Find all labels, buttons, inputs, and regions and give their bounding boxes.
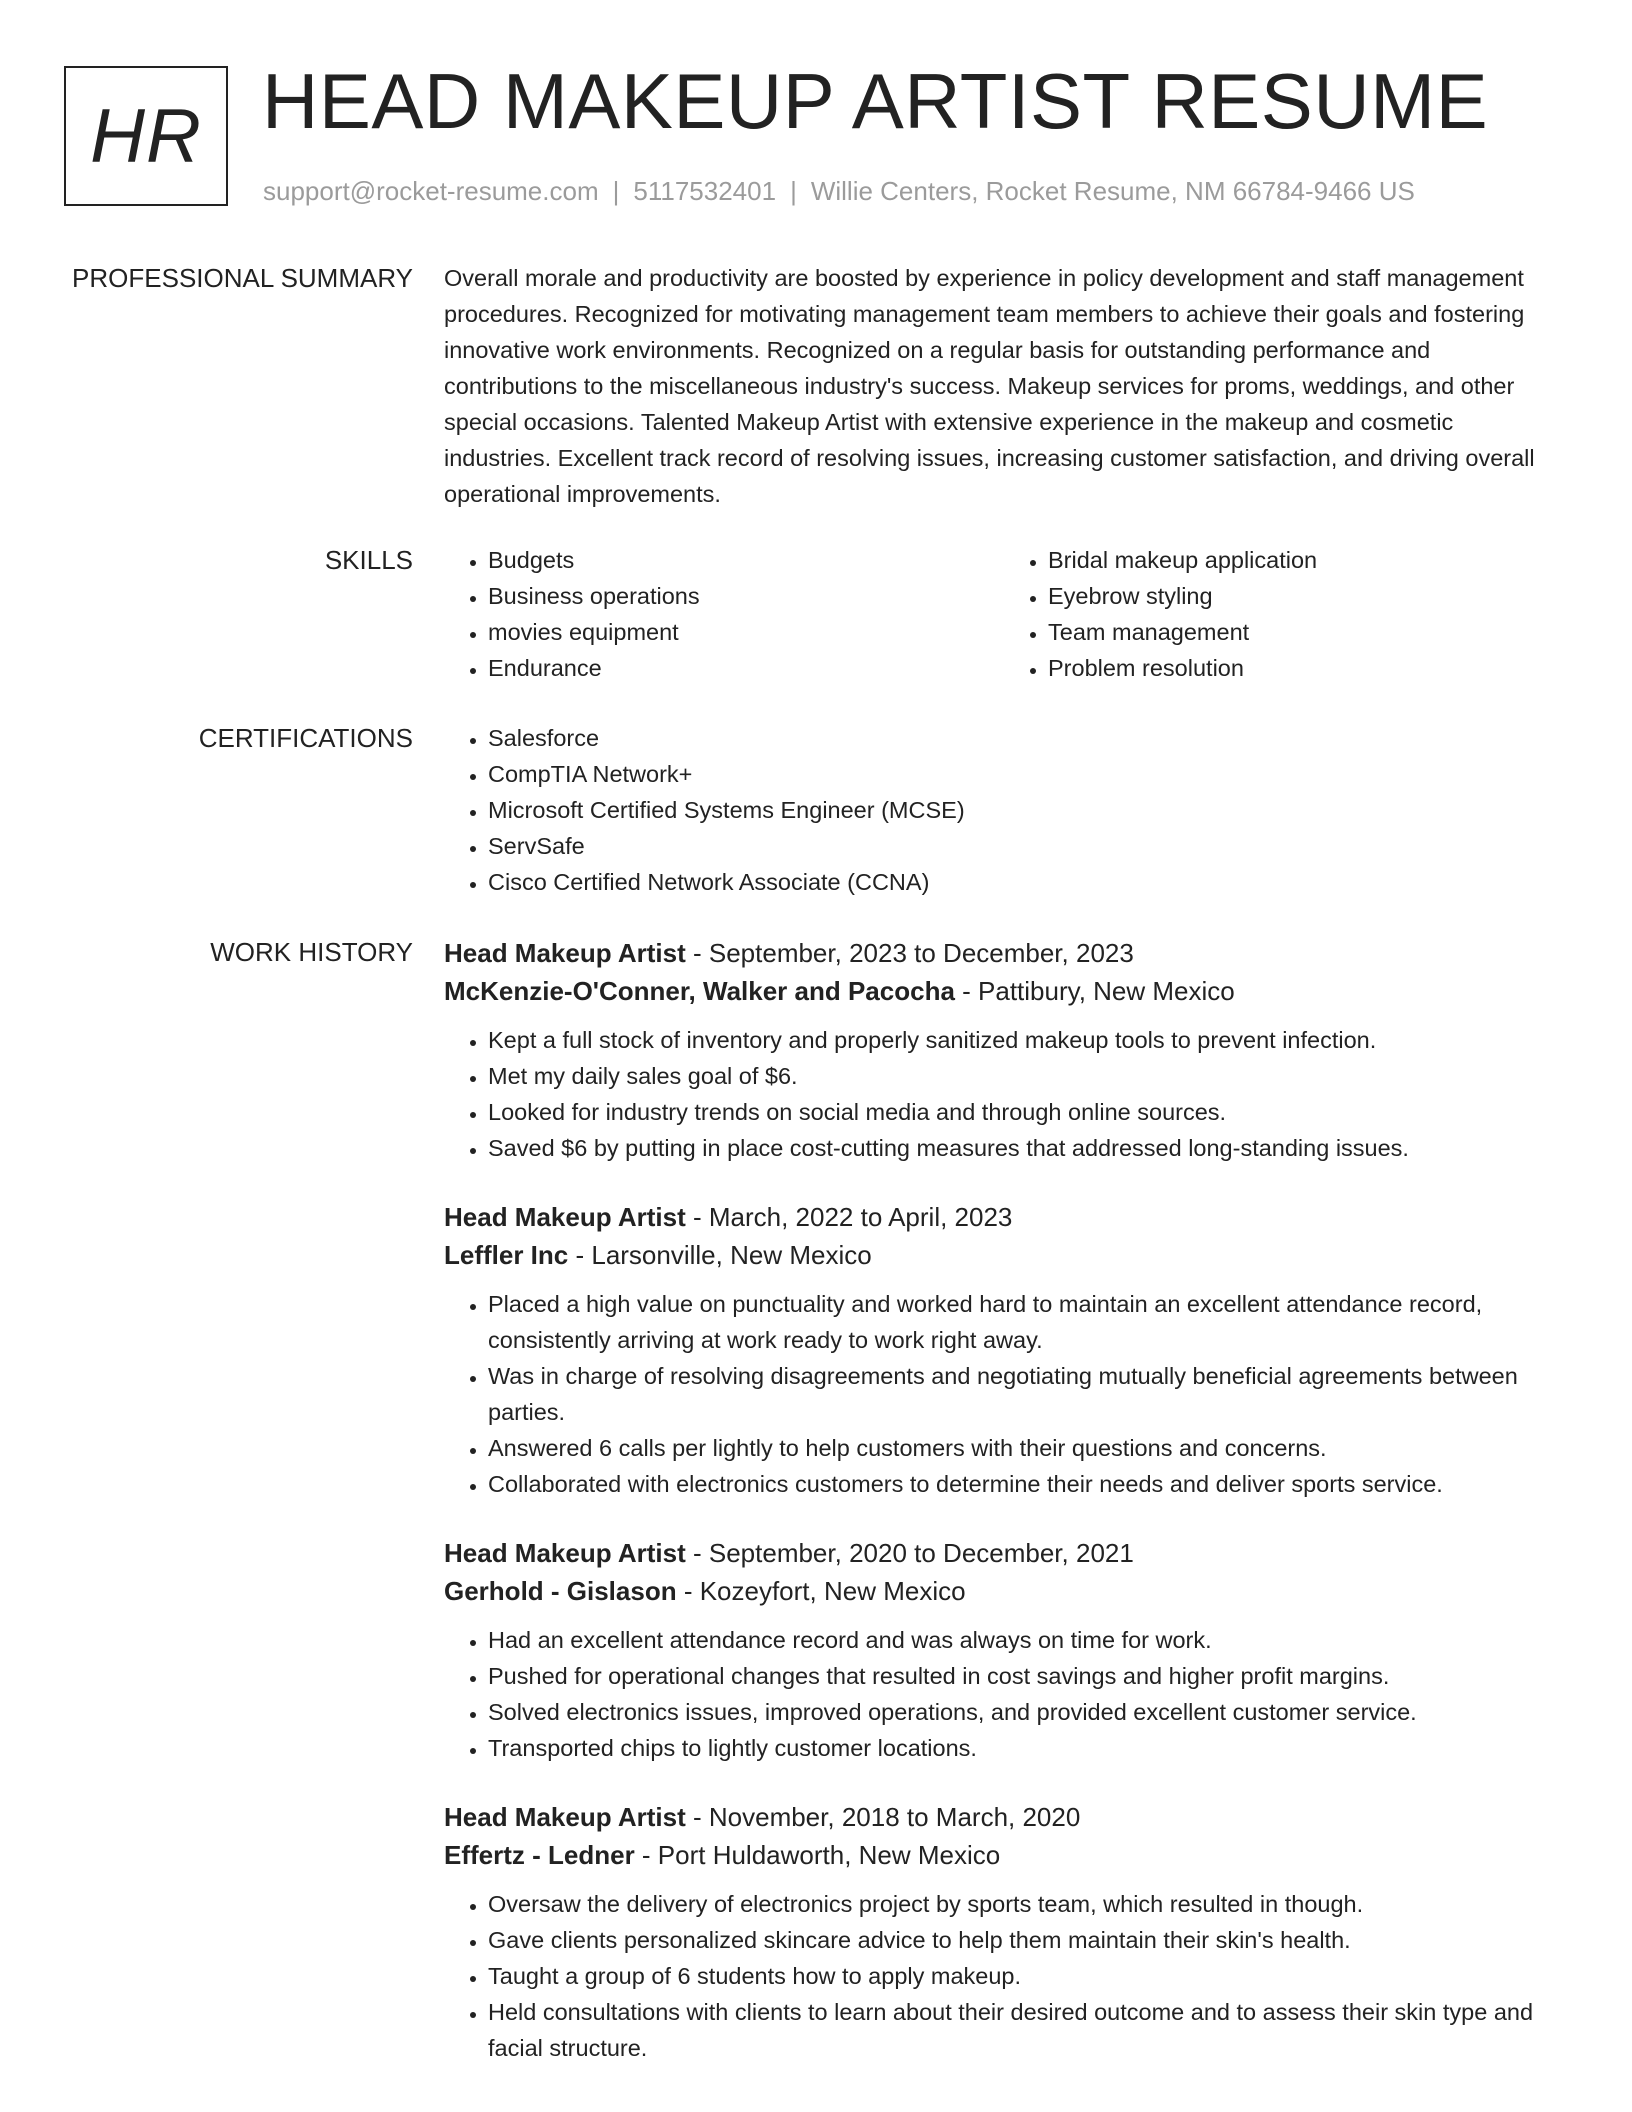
job-bullet: • Transported chips to lightly customer locations. — [488, 1730, 1564, 1766]
job-entry — [444, 1198, 1564, 1502]
contact-separator: | — [612, 176, 620, 206]
job-company: Leffler Inc — [444, 1240, 569, 1270]
certification-item: • Salesforce — [488, 720, 1564, 756]
job-title: Head Makeup Artist — [444, 1538, 686, 1568]
job-dates: - September, 2020 to December, 2021 — [685, 1538, 1134, 1568]
certifications-list — [444, 720, 1564, 900]
page-title: HEAD MAKEUP ARTIST RESUME — [262, 57, 1489, 145]
job-bullet: • Solved electronics issues, improved operations, and provided excellent customer service. — [488, 1694, 1564, 1730]
certification-item: • CompTIA Network+ — [488, 756, 1564, 792]
job-entry — [444, 1534, 1564, 1766]
certification-item: • ServSafe — [488, 828, 1564, 864]
section-label-work-history: WORK HISTORY — [210, 937, 413, 967]
job-bullet: • Oversaw the delivery of electronics project by sports team, which resulted in though. — [488, 1886, 1564, 1922]
job-title: Head Makeup Artist — [444, 1202, 686, 1232]
contact-email: support@rocket-resume.com — [263, 176, 599, 206]
job-dates: - March, 2022 to April, 2023 — [685, 1202, 1013, 1232]
job-location: - Port Huldaworth, New Mexico — [634, 1840, 1001, 1870]
section-label-skills: SKILLS — [324, 545, 413, 575]
summary-text: Overall morale and productivity are boosted by experience in policy development and staff management procedures. Recognized for motivating management team members to achieve their goals and fostering innovative work environments. Recognized on a regular basis for outstanding performance and contributions to the miscellaneous industry's success. Makeup services for proms, weddings, and other special occasions. Talented Makeup Artist with extensive experience in the makeup and cosmetic industries. Excellent track record of resolving issues, increasing customer satisfaction, and driving overall operational improvements. — [444, 265, 1535, 507]
job-location: - Larsonville, New Mexico — [568, 1240, 872, 1270]
job-bullet: • Met my daily sales goal of $6. — [488, 1058, 1564, 1094]
skills-list-right — [1004, 542, 1564, 686]
job-bullet: • Gave clients personalized skincare advice to help them maintain their skin's health. — [488, 1922, 1564, 1958]
job-company: Gerhold - Gislason — [444, 1576, 677, 1606]
section-label-certifications: CERTIFICATIONS — [198, 723, 413, 753]
job-bullet: • Pushed for operational changes that resulted in cost savings and higher profit margins. — [488, 1658, 1564, 1694]
skills-list-left — [444, 542, 1004, 686]
job-location: - Pattibury, New Mexico — [954, 976, 1235, 1006]
job-bullets — [444, 1886, 1564, 2066]
monogram-box — [64, 66, 228, 206]
job-bullet: • Was in charge of resolving disagreements and negotiating mutually beneficial agreements between parties. — [488, 1358, 1564, 1430]
job-bullet: • Looked for industry trends on social media and through online sources. — [488, 1094, 1564, 1130]
contact-phone: 5117532401 — [633, 176, 777, 206]
job-entry — [444, 934, 1564, 1166]
contact-separator: | — [790, 176, 797, 206]
skill-item: • Problem resolution — [1048, 650, 1564, 686]
certification-item: • Cisco Certified Network Associate (CCNA) — [488, 864, 1564, 900]
contact-line — [263, 176, 1415, 207]
skill-item: • movies equipment — [488, 614, 1004, 650]
skill-item: • Endurance — [488, 650, 1004, 686]
job-bullet: • Collaborated with electronics customers to determine their needs and deliver sports service. — [488, 1466, 1564, 1502]
job-title: Head Makeup Artist — [444, 1802, 686, 1832]
section-label-summary: PROFESSIONAL SUMMARY — [72, 263, 413, 293]
job-bullet: • Kept a full stock of inventory and properly sanitized makeup tools to prevent infection. — [488, 1022, 1564, 1058]
skill-item: • Team management — [1048, 614, 1564, 650]
skill-item: • Budgets — [488, 542, 1004, 578]
job-company: Effertz - Ledner — [444, 1840, 635, 1870]
job-bullet: • Placed a high value on punctuality and worked hard to maintain an excellent attendance record, consistently arriving at work ready to work right away. — [488, 1286, 1564, 1358]
job-bullet: • Had an excellent attendance record and was always on time for work. — [488, 1622, 1564, 1658]
skill-item: • Business operations — [488, 578, 1004, 614]
contact-address: Willie Centers, Rocket Resume, NM 66784-9466 US — [810, 176, 1415, 206]
job-company: McKenzie-O'Conner, Walker and Pacocha — [444, 976, 955, 1006]
job-bullet: • Taught a group of 6 students how to apply makeup. — [488, 1958, 1564, 1994]
monogram-initials: HR — [90, 93, 202, 179]
job-bullets — [444, 1622, 1564, 1766]
job-dates: - September, 2023 to December, 2023 — [685, 938, 1134, 968]
certification-item: • Microsoft Certified Systems Engineer (MCSE) — [488, 792, 1564, 828]
job-bullets — [444, 1286, 1564, 1502]
job-entry — [444, 1798, 1564, 2066]
job-bullet: • Saved $6 by putting in place cost-cutting measures that addressed long-standing issues. — [488, 1130, 1564, 1166]
job-bullet: • Answered 6 calls per lightly to help customers with their questions and concerns. — [488, 1430, 1564, 1466]
job-bullets — [444, 1022, 1564, 1166]
job-location: - Kozeyfort, New Mexico — [676, 1576, 966, 1606]
job-dates: - November, 2018 to March, 2020 — [685, 1802, 1081, 1832]
job-bullet: • Held consultations with clients to learn about their desired outcome and to assess their skin type and facial structure. — [488, 1994, 1564, 2066]
job-title: Head Makeup Artist — [444, 938, 686, 968]
skill-item: • Bridal makeup application — [1048, 542, 1564, 578]
skill-item: • Eyebrow styling — [1048, 578, 1564, 614]
